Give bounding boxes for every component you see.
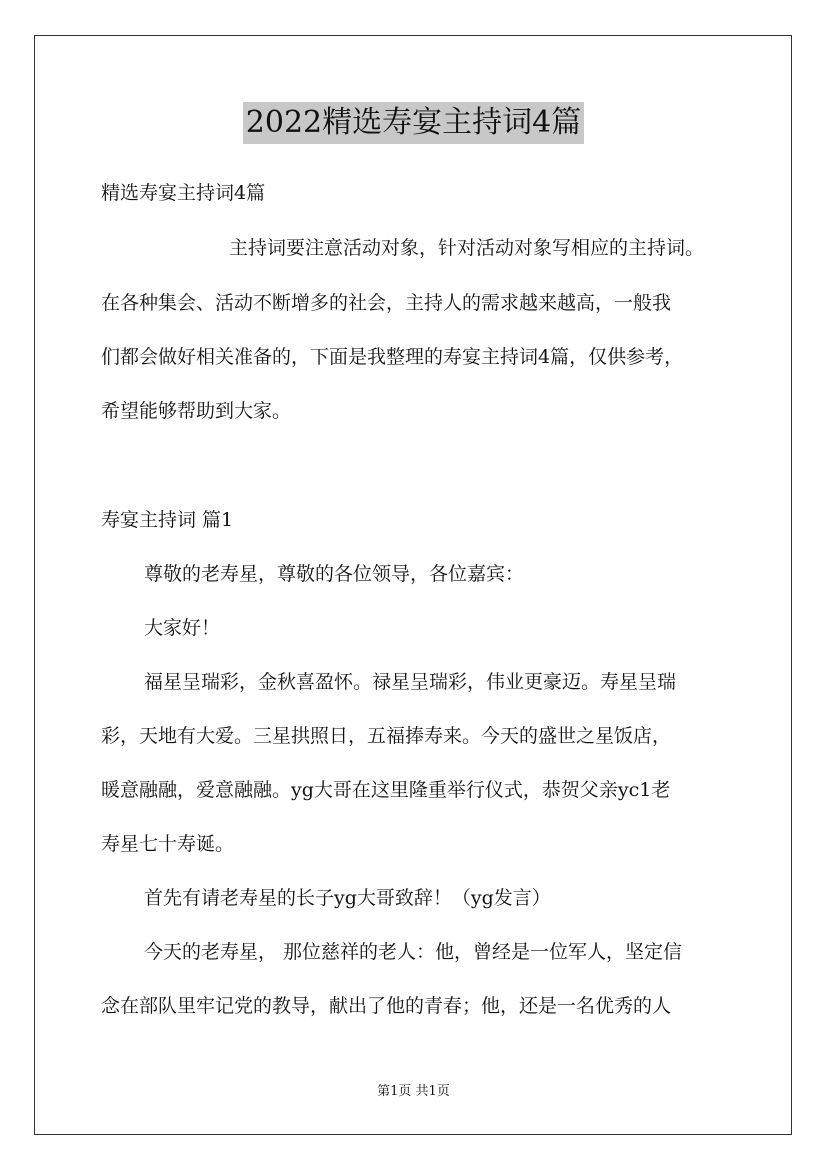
- body-line-3: 福星呈瑞彩，金秋喜盈怀。禄星呈瑞彩，伟业更豪迈。寿星呈瑞: [144, 671, 677, 693]
- body-line-6: 寿星七十寿诞。: [101, 833, 235, 855]
- document-subtitle: 精选寿宴主持词4篇: [101, 182, 266, 204]
- intro-line-4: 希望能够帮助到大家。: [101, 400, 292, 422]
- intro-line-2: 在各种集会、活动不断增多的社会，主持人的需求越来越高，一般我: [101, 292, 672, 314]
- intro-line-3: 们都会做好相关准备的，下面是我整理的寿宴主持词4篇，仅供参考，: [101, 346, 684, 368]
- body-line-4: 彩，天地有大爱。三星拱照日，五福捧寿来。今天的盛世之星饭店，: [101, 725, 672, 747]
- body-line-5: 暖意融融，爱意融融。yg大哥在这里隆重举行仪式，恭贺父亲yc1老: [101, 779, 671, 801]
- body-line-7: 首先有请老寿星的长子yg大哥致辞！（yg发言）: [144, 887, 551, 909]
- section-heading: 寿宴主持词 篇1: [101, 509, 234, 531]
- body-line-9: 念在部队里牢记党的教导，献出了他的青春；他，还是一名优秀的人: [101, 995, 672, 1017]
- body-line-8: 今天的老寿星， 那位慈祥的老人：他，曾经是一位军人，坚定信: [144, 941, 683, 963]
- document-title: 2022精选寿宴主持词4篇: [243, 102, 584, 144]
- intro-line-1: 主持词要注意活动对象，针对活动对象写相应的主持词。: [229, 237, 705, 259]
- body-line-1: 尊敬的老寿星，尊敬的各位领导，各位嘉宾：: [144, 563, 525, 585]
- body-line-2: 大家好！: [144, 617, 221, 639]
- title-container: [0, 102, 827, 144]
- page-footer: 第1页 共1页: [377, 1084, 450, 1099]
